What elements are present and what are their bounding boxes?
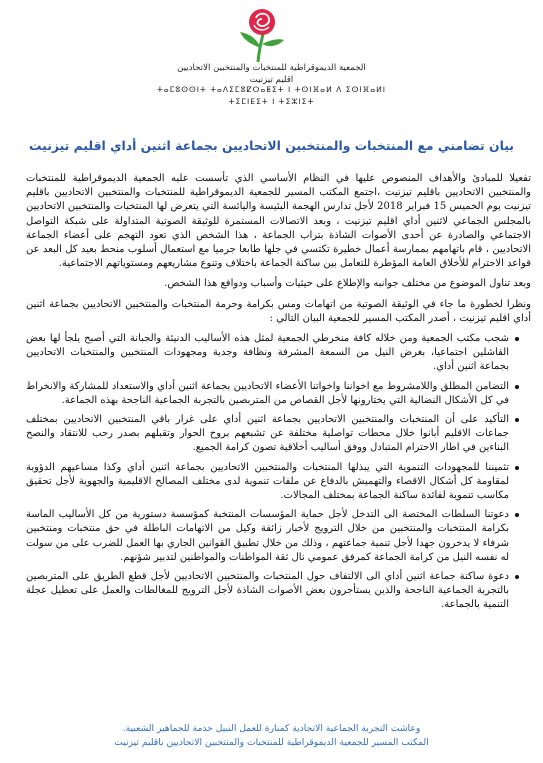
list-item: دعوة ساكنة جماعة اثنين أداي الى الالتفاف حول المنتخبات والمنتخبين الاتحاديين لأجل قطع الطريق على المتربصين بالتجربة الجماعية الناجحة والذين يستأجرون بعض الأصوات الشاذة لأجل الترويج للمغالطات والعمل على تعطيل عجلة التنمية بالجماعة. — [26, 570, 519, 613]
organization-name-arabic: الجمعية الديموقراطية للمنتخبات والمنتخبين الاتحاديين اقليم تيزنيت — [177, 63, 366, 85]
closing-signature — [20, 722, 523, 750]
list-item: تثميننا للمجهودات التنموية التي يبذلها المنتخبات والمنتخبين الاتحاديين بجماعة اثنين أداي وكذا مساعيهم الدؤوبة لمقاومة كل أشكال الاقصاء والتهميش بالدفاع عن ملفات تنموية لدى مختلف المصالح الاقليمية والجهوية لأجل تحقيق مكاسب تنموية لفائدة ساكنة الجماعة بمختلف المجالات. — [26, 461, 519, 504]
list-item: التأكيد على أن المنتخبات والمنتخبين الاتحاديين بجماعة اثنين أداي على غرار باقي المنتخبين الاتحاديين بمختلف جماعات الاقليم أبانوا خلال محطات تواصلية مختلفة عن تشبعهم بروح الحوار وتقبلهم بصدر رحب للانتقاد والنصح البناءين في اطار الاحترام المتبادل ووفق أساليب أخلاقية تصون كرامة الجميع. — [26, 413, 519, 456]
letterhead — [0, 0, 543, 122]
closing-slogan: وعاشت التجربة الجماعية الاتحادية كمنارة للعمل النبيل خدمة للجماهير الشعبية. — [122, 723, 421, 734]
signatory: المكتب المسير للجمعية الديموقراطية للمنتخبات والمنتخبين الاتحاديين باقليم تيزنيت — [114, 737, 429, 748]
list-item: شجب مكتب الجمعية ومن خلاله كافة منخرطي الجمعية لمثل هذه الأساليب الدنيئة والجبانة التي أصبح يلجأ لها بعض الفاشلين اجتماعيا، بغرض النيل من السمعة المشرفة ونظافة وجدية ومجهودات المنتخبين والمنتخبات الاتحاديين بجماعة اثنين أداي. — [26, 332, 519, 375]
statement-points-list — [26, 332, 531, 613]
statement-title: بيان تضامني مع المنتخبات والمنتخبين الاتحاديين بجماعة اثنين أداي اقليم تيزنيت — [29, 138, 514, 153]
rose-logo-icon — [228, 4, 292, 66]
organization-name-tifinagh: ⵜⴰⵎⵓⵙⵙⵏⵜ ⵜⴰⴷⵉⵎⵓⵇⵔⴰⵟⵉⵜ ⵏ ⵜⵙⵏⴼⴰⵍ ⴷ ⵉⵙⵏⴼⴰⵍⵏ ⵜⵉⵎⵏⴹⵉⵜ ⵏ ⵜⵉⵣⵏⵉⵜ — [156, 85, 387, 106]
intro-paragraph: تفعيلا للمبادئ والأهداف المنصوص عليها في النظام الأساسي الذي تأسست عليه الجمعية الديموقراطية للمنتخبات والمنتخبين الاتحاديين باقليم تيزنيت ،اجتمع المكتب المسير للجمعية الديموقراطية للمنتخبات والمنتخبين الاتحاديين باقليم تيزنيت يوم الخميس 15 فبراير 2018 لأجل تدارس الهجمة البئيسة واليائسة التي يتعرض لها المنتخبات والمنتخبين الاتحاديين بالمجلس الجماعي لاثنين أداي اقليم تيزنيت ، وبعد الاتصالات المستمرة للوثيقة الصوتية المتداولة على شبكة التواصل الاجتماعي والصادرة عن أحدى الأصوات الشاذة بتراب الجماعة ، هذا الشخص الذي تعود التهجم على أعضاء الجماعة الاتحاديين ، قام باتهامهم بممارسة أعمال خطيرة تكتسي في جلها طابعا جرميا مع استعمال أسلوب منحط بعيد كل البعد عن قواعد الاحترام للأخلاق العامة المؤطرة للتعامل بين ساكنة الجماعة باختلاف وتنوع مشاريعهم ومستوياتهم الاجتماعية. — [26, 173, 531, 270]
context-paragraph: وبعد تناول الموضوع من مختلف جوانبه والإطلاع على حيثيات وأسباب ودوافع هذا الشخص. — [164, 278, 531, 290]
announcement-paragraph: ونظرا لخطورة ما جاء في الوثيقة الصوتية من اتهامات ومس بكرامة وحرمة المنتخبات والمنتخبين الاتحاديين بجماعة اثنين أداي اقليم تيزنيت ، أصدر المكتب المسير للجمعية البيان التالي : — [26, 298, 531, 324]
statement-body — [26, 172, 531, 618]
list-item: التضامن المطلق واللامشروط مع اخواننا واخواتنا الأعضاء الاتحاديين بجماعة اثنين أداي والاستعداد للمشاركة والانخراط في كل الأشكال النضالية التي يختارونها لأجل القصاص من المتربصين بالتجربة الجماعية الناجحة بهذه الجماعة. — [26, 380, 519, 408]
list-item: دعوتنا السلطات المختصة الى التدخل لأجل حماية المؤسسات المنتخبة كمؤسسة دستورية من كل الأساليب الماسة بكرامة المنتخبات والمنتخبين من خلال الترويج لأخبار زائفة وكيل من الاتهامات الباطلة في حق منتخبات ومنتخبين شرفاء لا يدخرون جهدا لأجل تنمية جماعتهم ، وذلك من خلال تطبيق القوانين الجاري بها العمل للضرب على من سولت له نفسه النيل من كرامة الجماعة كمرفق عمومي نال ثقة المواطنات والمواطنين لتدبير شؤنهم. — [26, 508, 519, 565]
